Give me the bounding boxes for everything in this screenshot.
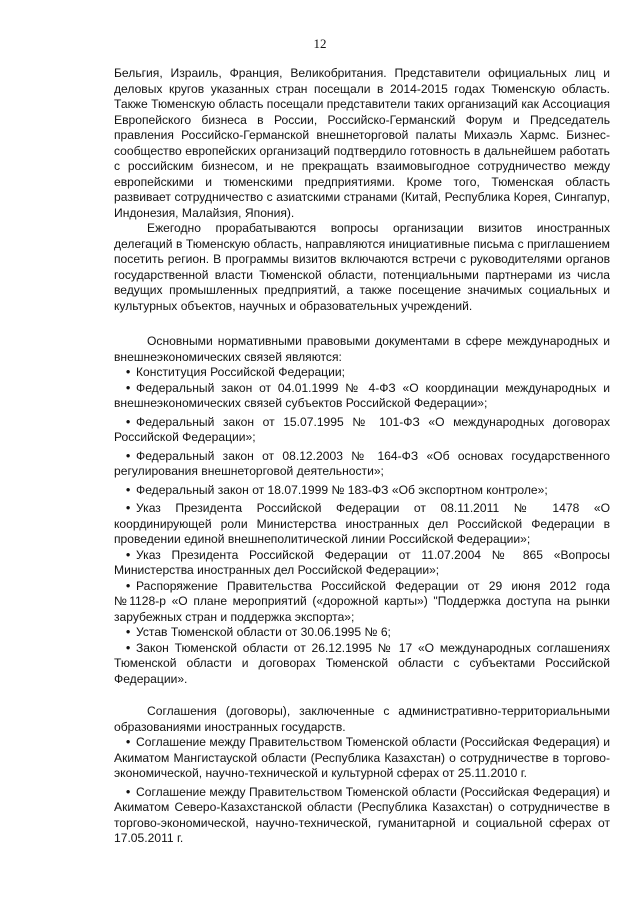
list-item: • Соглашение между Правительством Тюменской области (Российская Федерация) и Акиматом Северо-Казахстанской области (Республика Казахстан) о сотрудничестве в торгово-экономической, научно-технической, гуманитарной и социальной сферах от 17.05.2011 г. [114, 785, 610, 847]
paragraph-agreements-intro: Соглашения (договоры), заключенные с административно-территориальными образованиями иностранных государств. [114, 704, 610, 734]
list-item: • Соглашение между Правительством Тюменской области (Российская Федерация) и Акиматом Мангистауской области (Республика Казахстан) о сотрудничестве в торгово-экономической, научно-технической и культурной сферах от 25.11.2010 г. [114, 735, 610, 782]
paragraph-legal-intro: Основными нормативными правовыми документами в сфере международных и внешнеэкономических связей являются: [114, 334, 610, 364]
list-item: • Устав Тюменской области от 30.06.1995 № 6; [114, 625, 610, 641]
paragraph-delegation-visits: Ежегодно прорабатываются вопросы организации визитов иностранных делегаций в Тюменскую область, направляются инициативные письма с приглашением посетить регион. В программы визитов включаются встречи с руководителями органов государственной власти Тюменской области, потенциальными партнерами из числа ведущих промышленных предприятий, а также посещение значимых социальных и культурных объектов, научных и образовательных учреждений. [114, 221, 610, 313]
list-item: • Конституция Российской Федерации; [114, 365, 610, 381]
list-item: • Закон Тюменской области от 26.12.1995 № 17 «О международных соглашениях Тюменской области и договорах Тюменской области с субъектами Российской Федерации». [114, 641, 610, 688]
list-item: • Федеральный закон от 18.07.1999 № 183-ФЗ «Об экспортном контроле»; [114, 483, 610, 499]
agreements-list [114, 735, 610, 847]
list-item: • Указ Президента Российской Федерации от 08.11.2011 № 1478 «О координирующей роли Министерства иностранных дел Российской Федерации в проведении единой внешнеполитической линии Российской Федерации»; [114, 501, 610, 548]
document-body [114, 66, 610, 847]
list-item: • Федеральный закон от 08.12.2003 № 164-ФЗ «Об основах государственного регулирования внешнеторговой деятельности»; [114, 449, 610, 480]
list-item: • Федеральный закон от 15.07.1995 № 101-ФЗ «О международных договорах Российской Федерации»; [114, 415, 610, 446]
list-item: • Указ Президента Российской Федерации от 11.07.2004 № 865 «Вопросы Министерства иностранных дел Российской Федерации»; [114, 548, 610, 579]
list-item: • Распоряжение Правительства Российской Федерации от 29 июня 2012 года №1128-р «О плане мероприятий («дорожной карты») "Поддержка доступа на рынки зарубежных стран и поддержка экспорта»; [114, 579, 610, 626]
legal-documents-list [114, 365, 610, 687]
paragraph-european-visits: Бельгия, Израиль, Франция, Великобритания. Представители официальных лиц и деловых кругов указанных стран посещали в 2014-2015 годах Тюменскую область. Также Тюменскую область посещали представители таких организаций как Ассоциация Европейского бизнеса в России, Российско-Германский Форум и Председатель правления Российско-Германской внешнеторговой палаты Михаэль Хармс. Бизнес-сообщество европейских организаций подтвердило готовность в дальнейшем работать с российским бизнесом, и не прекращать взаимовыгодное сотрудничество между европейскими и тюменскими предприятиями. Кроме того, Тюменская область развивает сотрудничество с азиатскими странами (Китай, Республика Корея, Сингапур, Индонезия, Малайзия, Япония). [114, 66, 610, 220]
page-number: 12 [313, 36, 327, 51]
list-item: • Федеральный закон от 04.01.1999 № 4-ФЗ «О координации международных и внешнеэкономических связей субъектов Российской Федерации»; [114, 381, 610, 412]
